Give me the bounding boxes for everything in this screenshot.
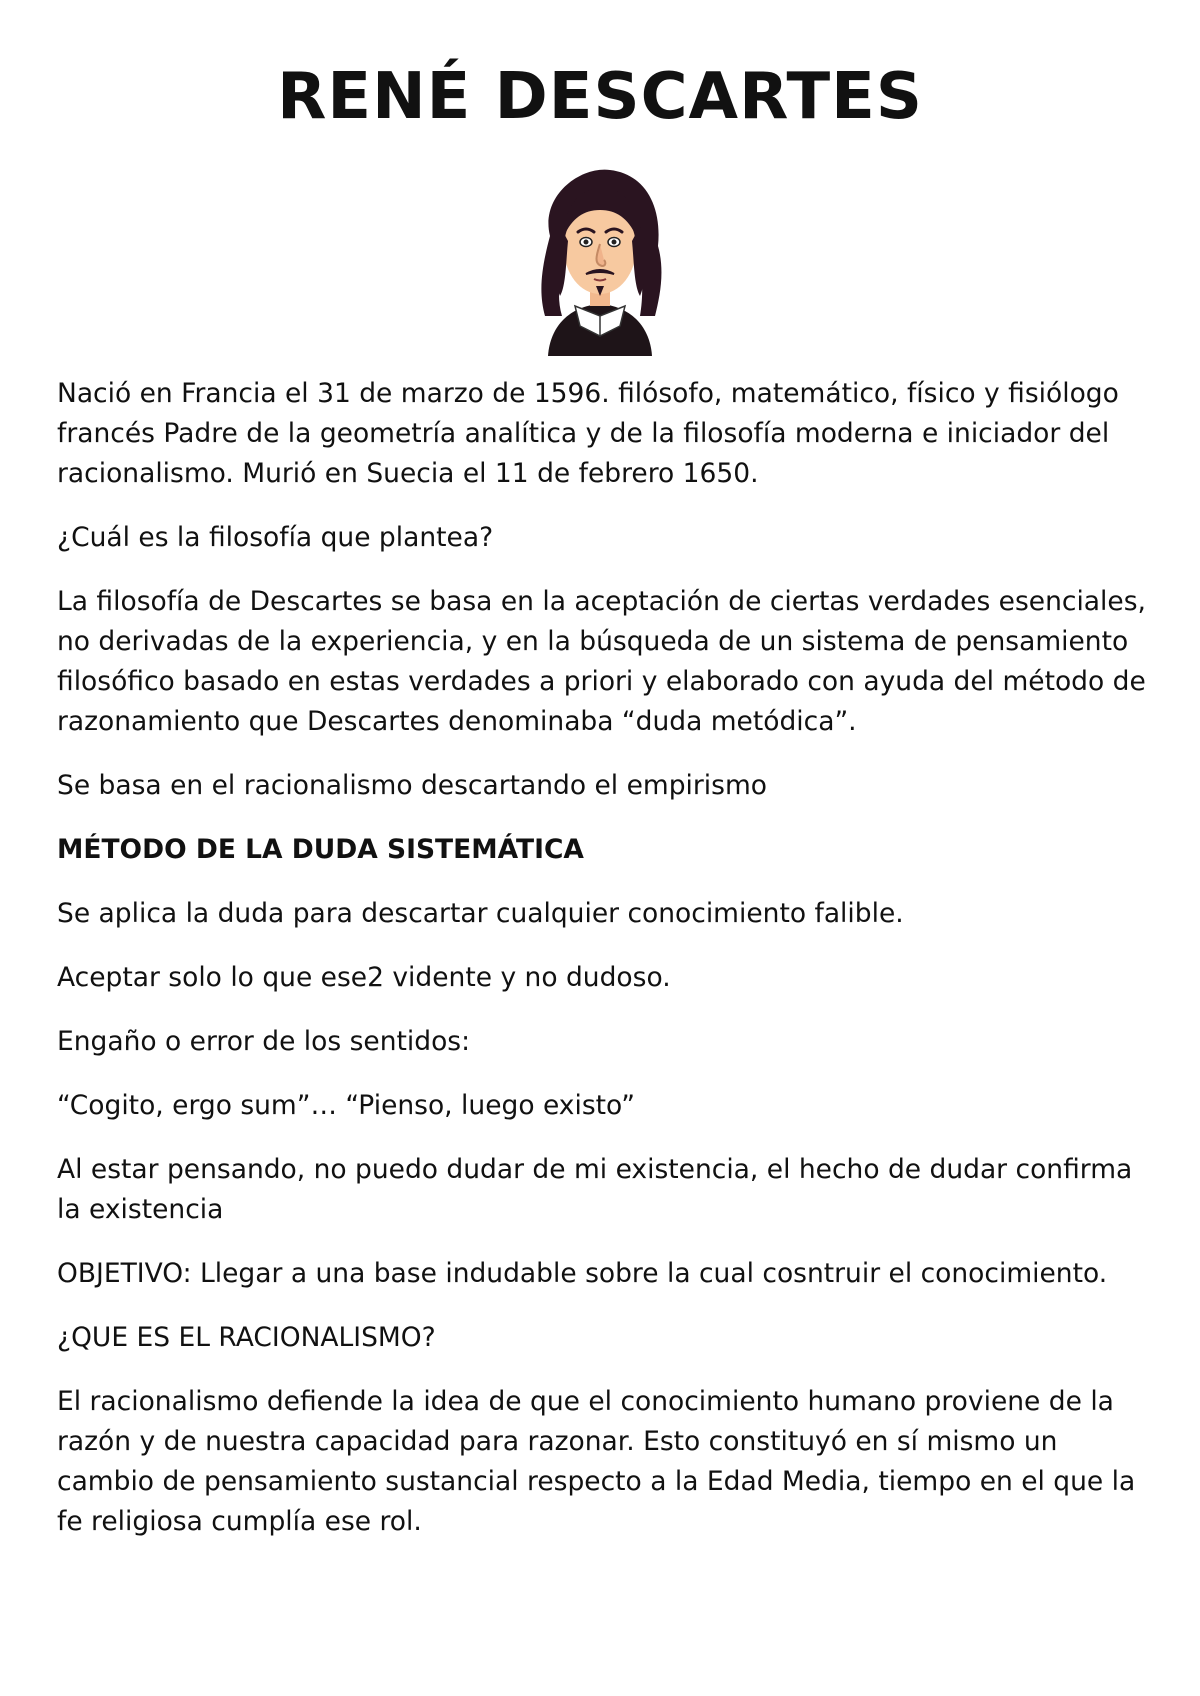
paragraph-question-rationalism: ¿QUE ES EL RACIONALISMO? <box>57 1322 436 1353</box>
paragraph-cogito: “Cogito, ergo sum”… “Pienso, luego existo” <box>57 1090 636 1121</box>
paragraph-existence: Al estar pensando, no puedo dudar de mi existencia, el hecho de dudar confirma la existencia <box>57 1154 1133 1225</box>
paragraph-rationalism-definition: El racionalismo defiende la idea de que el conocimiento humano proviene de la razón y de nuestra capacidad para razonar. Esto constituyó en sí mismo un cambio de pensamiento sustancial respecto a la Edad Media, tiempo en el que la fe religiosa cumplía ese rol. <box>57 1386 1136 1537</box>
section-heading-method: MÉTODO DE LA DUDA SISTEMÁTICA <box>57 834 584 865</box>
paragraph-objective: OBJETIVO: Llegar a una base indudable sobre la cual cosntruir el conocimiento. <box>57 1258 1108 1289</box>
paragraph-rationalism-note: Se basa en el racionalismo descartando el empirismo <box>57 770 767 801</box>
paragraph-biography: Nació en Francia el 31 de marzo de 1596. filósofo, matemático, físico y fisiólogo francés Padre de la geometría analítica y de la filosofía moderna e iniciador del racionalismo. Murió en Suecia el 11 de febrero 1650. <box>57 378 1119 489</box>
document-body <box>57 374 1147 1566</box>
paragraph-philosophy-description: La filosofía de Descartes se basa en la aceptación de ciertas verdades esenciales, no derivadas de la experiencia, y en la búsqueda de un sistema de pensamiento filosófico basado en estas verdades a priori y elaborado con ayuda del método de razonamiento que Descartes denominaba “duda metódica”. <box>57 586 1146 737</box>
paragraph-accept-evident: Aceptar solo lo que ese2 vidente y no dudoso. <box>57 962 671 993</box>
paragraph-question-philosophy: ¿Cuál es la filosofía que plantea? <box>57 522 494 553</box>
paragraph-senses-error: Engaño o error de los sentidos: <box>57 1026 471 1057</box>
document-title: RENÉ DESCARTES <box>277 60 923 134</box>
descartes-portrait-icon <box>520 166 680 356</box>
paragraph-method-doubt: Se aplica la duda para descartar cualquier conocimiento falible. <box>57 898 904 929</box>
